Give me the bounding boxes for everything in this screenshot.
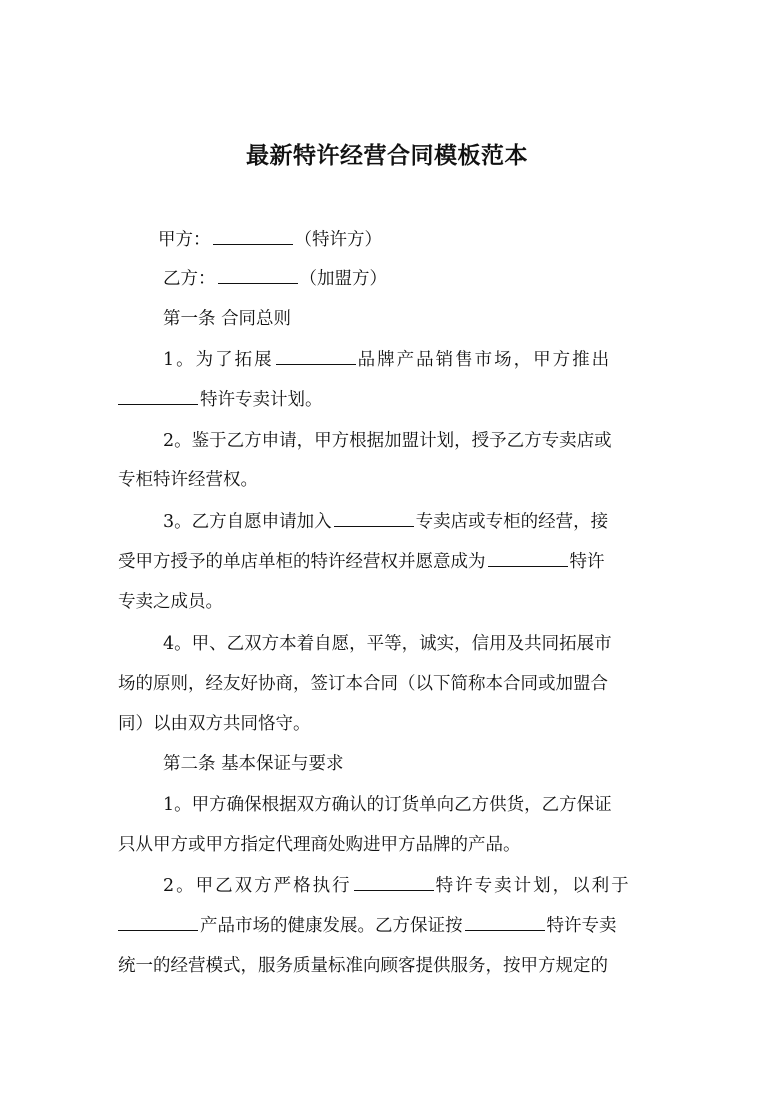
art1-p3-text-b: 专卖店或专柜的经营，接 bbox=[415, 512, 609, 532]
art1-para3-line1 bbox=[163, 510, 703, 534]
art1-p1-text-a: 1。为了拓展 bbox=[163, 350, 274, 370]
art1-para2-line1: 2。鉴于乙方申请，甲方根据加盟计划，授予乙方专卖店或 bbox=[163, 431, 612, 451]
art1-p3-text-d: 特许 bbox=[569, 552, 605, 572]
party-b-label: 乙方： bbox=[163, 269, 216, 289]
art1-para2-line2: 专柜特许经营权。 bbox=[118, 470, 258, 490]
art2-p2-text-a: 2。甲乙双方严格执行 bbox=[163, 876, 352, 896]
art2-p2-text-d: 特许专卖 bbox=[546, 916, 617, 936]
party-b-line bbox=[163, 267, 703, 291]
art2-para2-line3: 统一的经营模式，服务质量标准向顾客提供服务，按甲方规定的 bbox=[118, 956, 608, 976]
plan-blank[interactable] bbox=[118, 388, 198, 405]
art1-p3-text-c: 受甲方授予的单店单柜的特许经营权并愿意成为 bbox=[118, 552, 486, 572]
product-blank[interactable] bbox=[118, 914, 198, 931]
party-b-blank[interactable] bbox=[218, 267, 298, 284]
art1-p3-text-a: 3。乙方自愿申请加入 bbox=[163, 512, 332, 532]
party-b-role: （加盟方） bbox=[299, 269, 387, 289]
art1-para4-line2: 场的原则，经友好协商，签订本合同（以下简称本合同或加盟合 bbox=[118, 674, 608, 694]
plan2-blank[interactable] bbox=[354, 874, 434, 891]
art2-p2-text-b: 特许专卖计划，以利于 bbox=[435, 876, 631, 896]
art2-para2-line2 bbox=[118, 914, 658, 938]
store-blank[interactable] bbox=[334, 510, 414, 527]
mode-blank[interactable] bbox=[465, 914, 545, 931]
art1-para1-line2 bbox=[118, 388, 658, 412]
brand-blank[interactable] bbox=[276, 348, 356, 365]
document-title: 最新特许经营合同模板范本 bbox=[246, 143, 528, 169]
article-2-heading: 第二条 基本保证与要求 bbox=[163, 754, 344, 774]
member-blank[interactable] bbox=[488, 550, 568, 567]
art2-para1-line2: 只从甲方或甲方指定代理商处购进甲方品牌的产品。 bbox=[118, 835, 521, 855]
article-1-heading: 第一条 合同总则 bbox=[163, 309, 292, 329]
art2-para2-line1 bbox=[163, 874, 658, 898]
party-a-blank[interactable] bbox=[213, 228, 293, 245]
art1-para1-line1 bbox=[163, 348, 658, 372]
art1-para3-line3: 专卖之成员。 bbox=[118, 592, 223, 612]
art1-p1-text-b: 品牌产品销售市场，甲方推出 bbox=[357, 350, 612, 370]
art1-para3-line2 bbox=[118, 550, 658, 574]
art1-p1-text-c: 特许专卖计划。 bbox=[200, 390, 323, 410]
party-a-line bbox=[158, 228, 698, 252]
art2-para1-line1: 1。甲方确保根据双方确认的订货单向乙方供货，乙方保证 bbox=[163, 795, 612, 815]
art1-para4-line1: 4。甲、乙双方本着自愿，平等，诚实，信用及共同拓展市 bbox=[163, 634, 612, 654]
party-a-role: （特许方） bbox=[294, 230, 382, 250]
party-a-label: 甲方： bbox=[158, 230, 211, 250]
art1-para4-line3: 同）以由双方共同恪守。 bbox=[118, 714, 311, 734]
art2-p2-text-c: 产品市场的健康发展。乙方保证按 bbox=[200, 916, 463, 936]
